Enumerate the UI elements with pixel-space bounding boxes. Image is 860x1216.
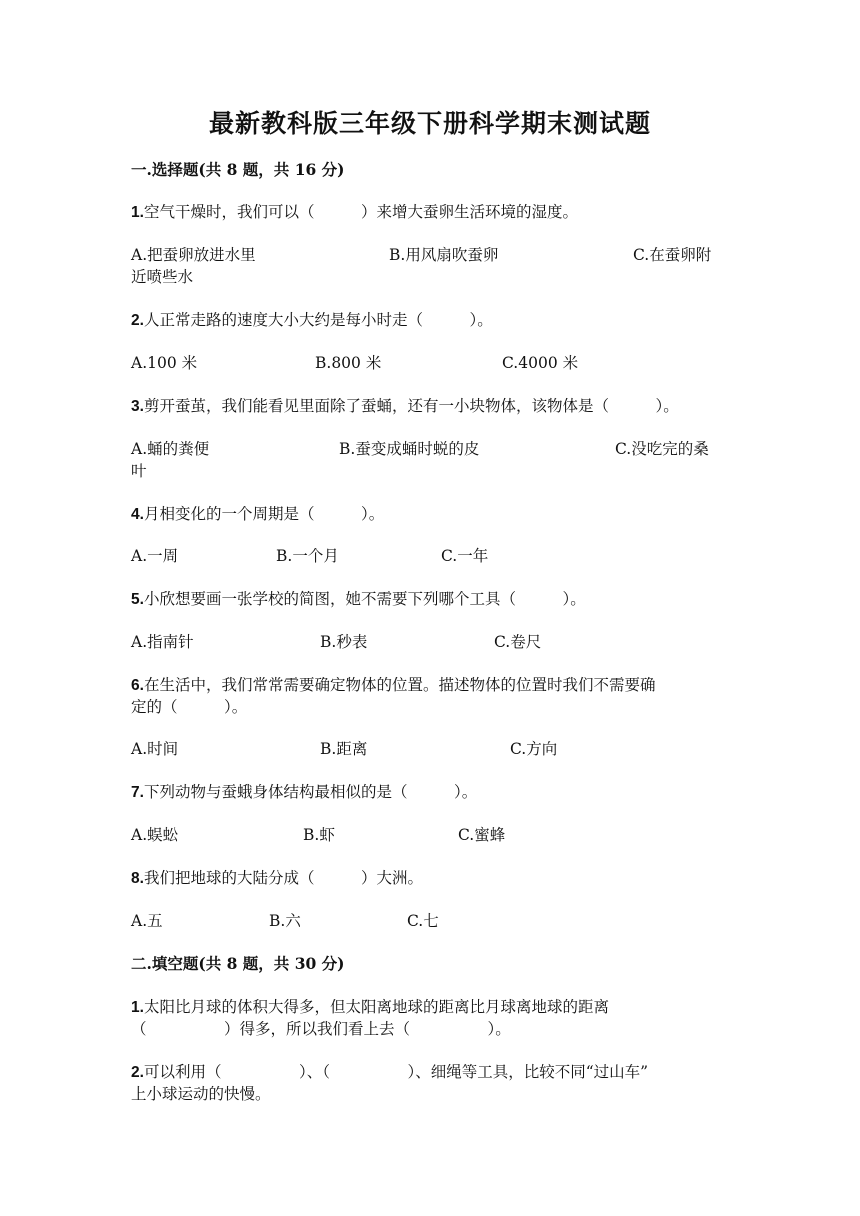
question-stem: 人正常走路的速度大小大约是每小时走（ ）。 bbox=[143, 311, 493, 329]
option-a: A.蜈蚣 bbox=[131, 826, 179, 844]
option-a: A.把蚕卵放进水里 bbox=[131, 246, 256, 264]
question-number: 2. bbox=[131, 312, 144, 329]
question-number: 8. bbox=[131, 870, 144, 887]
question-stem: 下列动物与蚕蛾身体结构最相似的是（ ）。 bbox=[143, 783, 478, 801]
option-a: A.时间 bbox=[131, 740, 179, 758]
question-text bbox=[131, 1061, 648, 1084]
question-number: 4. bbox=[131, 506, 144, 523]
question-text bbox=[131, 201, 578, 224]
option-b: B.800 米 bbox=[315, 354, 382, 372]
option-a: A.指南针 bbox=[131, 633, 194, 651]
option-b: B.用风扇吹蚕卵 bbox=[389, 246, 499, 264]
section-heading-choice: 一.选择题(共 8 题，共 16 分) bbox=[131, 160, 345, 179]
option-c: C.方向 bbox=[510, 740, 558, 758]
question-text-continued: 上小球运动的快慢。 bbox=[131, 1085, 271, 1103]
option-c: C.4000 米 bbox=[502, 354, 579, 372]
question-stem: 太阳比月球的体积大得多，但太阳离地球的距离比月球离地球的距离 bbox=[143, 998, 609, 1016]
option-b: B.虾 bbox=[303, 826, 335, 844]
question-number: 5. bbox=[131, 591, 144, 608]
option-c: C.卷尺 bbox=[494, 633, 542, 651]
question-number: 6. bbox=[131, 677, 144, 694]
question-text bbox=[131, 781, 477, 804]
page-title: 最新教科版三年级下册科学期末测试题 bbox=[208, 109, 651, 138]
question-text bbox=[131, 867, 423, 890]
question-text-continued: （ ）得多，所以我们看上去（ ）。 bbox=[131, 1020, 511, 1038]
question-stem: 在生活中，我们常常需要确定物体的位置。描述物体的位置时我们不需要确 bbox=[143, 676, 656, 694]
question-text bbox=[131, 996, 609, 1019]
question-stem: 小欣想要画一张学校的简图，她不需要下列哪个工具（ ）。 bbox=[143, 590, 586, 608]
option-c-continued: 近喷些水 bbox=[131, 268, 194, 286]
option-b: B.六 bbox=[269, 912, 301, 930]
question-text bbox=[131, 674, 655, 697]
option-a: A.一周 bbox=[131, 547, 179, 565]
question-text bbox=[131, 395, 679, 418]
question-text bbox=[131, 588, 586, 611]
option-b: B.蚕变成蛹时蜕的皮 bbox=[339, 440, 480, 458]
question-stem: 我们把地球的大陆分成（ ）大洲。 bbox=[143, 869, 423, 887]
option-c-continued: 叶 bbox=[131, 462, 147, 480]
question-stem: 月相变化的一个周期是（ ）。 bbox=[143, 505, 385, 523]
option-a: A.五 bbox=[131, 912, 163, 930]
option-b: B.距离 bbox=[320, 740, 368, 758]
question-stem: 可以利用（ ）、（ ）、细绳等工具，比较不同“过山车” bbox=[143, 1063, 649, 1081]
section-heading-fill: 二.填空题(共 8 题，共 30 分) bbox=[131, 954, 345, 973]
question-text bbox=[131, 309, 493, 332]
question-number: 3. bbox=[131, 398, 144, 415]
question-number: 7. bbox=[131, 784, 144, 801]
option-c: C.在蚕卵附 bbox=[633, 246, 712, 264]
option-c: C.没吃完的桑 bbox=[615, 440, 709, 458]
option-c: C.蜜蜂 bbox=[458, 826, 506, 844]
question-number: 2. bbox=[131, 1064, 144, 1081]
question-text bbox=[131, 503, 384, 526]
question-number: 1. bbox=[131, 999, 144, 1016]
option-c: C.一年 bbox=[441, 547, 489, 565]
question-text-continued: 定的（ ）。 bbox=[131, 698, 248, 716]
option-b: B.秒表 bbox=[320, 633, 368, 651]
question-stem: 空气干燥时，我们可以（ ）来增大蚕卵生活环境的湿度。 bbox=[143, 203, 578, 221]
question-stem: 剪开蚕茧，我们能看见里面除了蚕蛹，还有一小块物体，该物体是（ ）。 bbox=[143, 397, 679, 415]
option-c: C.七 bbox=[407, 912, 439, 930]
option-a: A.蛹的粪便 bbox=[131, 440, 210, 458]
option-b: B.一个月 bbox=[276, 547, 339, 565]
question-number: 1. bbox=[131, 204, 144, 221]
option-a: A.100 米 bbox=[131, 354, 198, 372]
